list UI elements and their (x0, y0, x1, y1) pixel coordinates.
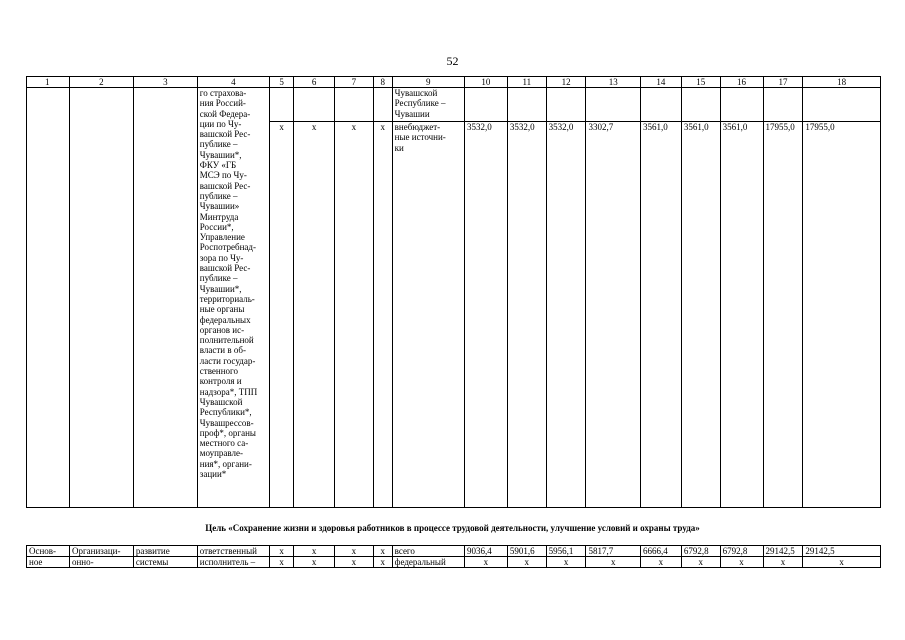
text-line: ственного (199, 366, 238, 377)
cell-mark: x (335, 122, 374, 508)
text-line: ской Федера- (199, 108, 251, 119)
text-line: Чувашии*, (199, 283, 242, 294)
col-number: 12 (546, 77, 586, 88)
text-line: вашской Рес- (199, 180, 251, 191)
col-number: 13 (586, 77, 640, 88)
cell-value: 29142,5 (763, 546, 803, 557)
cell-value: 3561,0 (720, 122, 763, 508)
text-line: Управление (199, 232, 245, 243)
table-row (27, 546, 881, 557)
text-line: полнительной (199, 335, 254, 346)
cell-col1: ное (27, 557, 70, 568)
cell-value: x (803, 557, 881, 568)
cell-col4: ответственный (197, 546, 269, 557)
text-line: публике – (199, 273, 238, 284)
cell-empty (681, 88, 720, 122)
text-line: внебюджет- (394, 122, 441, 132)
cell-value: 3561,0 (681, 122, 720, 508)
text-line: ции по Чу- (199, 118, 242, 129)
col-number: 17 (763, 77, 803, 88)
cell-value: x (507, 557, 546, 568)
text-line: го страхова- (199, 88, 247, 98)
text-line: ные органы (199, 304, 245, 315)
text-line: ные источни- (394, 132, 446, 143)
page-number: 52 (446, 54, 459, 68)
text-line: ласти государ- (199, 355, 256, 366)
main-table (26, 76, 881, 508)
cell-value: x (546, 557, 586, 568)
cell-col3 (133, 88, 197, 508)
cell-mark: x (270, 122, 294, 508)
col-number: 16 (720, 77, 763, 88)
text-line: Республике – (394, 98, 446, 109)
text-line: МСЭ по Чу- (199, 170, 247, 181)
text-line: федеральных (199, 314, 251, 325)
col-number: 6 (294, 77, 335, 88)
cell-mark: x (335, 557, 374, 568)
cell-value: 5956,1 (546, 546, 586, 557)
col-number: 18 (803, 77, 881, 88)
cell-value: 3561,0 (640, 122, 681, 508)
cell-value: 6792,8 (720, 546, 763, 557)
cell-value: x (763, 557, 803, 568)
cell-mark: x (373, 546, 392, 557)
cell-value: 6666,4 (640, 546, 681, 557)
cell-funding-source: всего (392, 546, 464, 557)
cell-value: 3532,0 (464, 122, 507, 508)
cell-mark: x (373, 122, 392, 508)
cell-mark: x (335, 546, 374, 557)
cell-responsible (197, 88, 269, 508)
cell-value: 17955,0 (803, 122, 881, 508)
text-line: зора по Чу- (199, 252, 244, 263)
cell-funding-source: федеральный (392, 557, 464, 568)
text-line: публике – (199, 139, 238, 150)
col-number: 2 (69, 77, 133, 88)
cell-empty (763, 88, 803, 122)
cell-empty (464, 88, 507, 122)
cell-col1: Основ- (27, 546, 70, 557)
text-line: территориаль- (199, 293, 255, 304)
text-line: Минтруда (199, 211, 239, 222)
col-number: 1 (27, 77, 70, 88)
text-line: ния*, органи- (199, 458, 252, 469)
table-row (27, 88, 881, 122)
text-line: моуправле- (199, 448, 244, 459)
cell-value: x (586, 557, 640, 568)
cell-empty (546, 88, 586, 122)
cell-value: 17955,0 (763, 122, 803, 508)
cell-value: x (464, 557, 507, 568)
cell-value: 3532,0 (546, 122, 586, 508)
text-line: вашской Рес- (199, 263, 251, 274)
text-line: Чувашской (394, 88, 438, 98)
text-line: зации* (199, 468, 227, 479)
cell-col3: развитие (133, 546, 197, 557)
cell-source-continued (392, 88, 464, 122)
text-line: Республики*, (199, 407, 252, 418)
text-line: Чувашии (394, 108, 430, 119)
text-line: Роспотребнад- (199, 242, 256, 253)
cell-col4: исполнитель – (197, 557, 269, 568)
cell-empty (373, 88, 392, 122)
text-line: органов ис- (199, 324, 245, 335)
cell-empty (294, 88, 335, 122)
cell-mark: x (294, 122, 335, 508)
table-row (27, 557, 881, 568)
cell-col2: онно- (69, 557, 133, 568)
cell-mark: x (294, 557, 335, 568)
text-line: России*, (199, 221, 234, 232)
text-line: вашской Рес- (199, 129, 251, 140)
cell-value: 9036,4 (464, 546, 507, 557)
cell-value: 5901,6 (507, 546, 546, 557)
cell-mark: x (270, 557, 294, 568)
cell-value: 3302,7 (586, 122, 640, 508)
cell-col2 (69, 88, 133, 508)
text-line: проф*, органы (199, 427, 256, 438)
text-line: публике – (199, 190, 238, 201)
col-number: 5 (270, 77, 294, 88)
cell-empty (720, 88, 763, 122)
text-line: контроля и (199, 376, 242, 387)
cell-value: 3532,0 (507, 122, 546, 508)
cell-mark: x (294, 546, 335, 557)
col-number: 4 (197, 77, 269, 88)
cell-col2: Организаци- (69, 546, 133, 557)
cell-value: 29142,5 (803, 546, 881, 557)
goal-table (26, 545, 881, 568)
col-number: 15 (681, 77, 720, 88)
cell-empty (640, 88, 681, 122)
goal-heading: Цель «Сохранение жизни и здоровья работников в процессе трудовой деятельности, улучшение условий и охраны труда» (205, 523, 700, 533)
cell-empty (270, 88, 294, 122)
cell-value: 5817,7 (586, 546, 640, 557)
text-line: Чувашской (199, 396, 243, 407)
cell-value: x (720, 557, 763, 568)
cell-empty (335, 88, 374, 122)
text-line: ния Россий- (199, 98, 246, 109)
text-line: местного са- (199, 438, 249, 449)
text-line: Чувашии» (199, 201, 240, 212)
text-line: Чувашии*, (199, 149, 242, 160)
cell-mark: x (270, 546, 294, 557)
cell-empty (803, 88, 881, 122)
column-numbers-row (27, 77, 881, 88)
text-line: ФКУ «ГБ (199, 160, 237, 171)
cell-value: x (640, 557, 681, 568)
cell-col1 (27, 88, 70, 508)
cell-value: x (681, 557, 720, 568)
cell-col3: системы (133, 557, 197, 568)
col-number: 8 (373, 77, 392, 88)
cell-funding-source (392, 122, 464, 508)
col-number: 9 (392, 77, 464, 88)
cell-empty (507, 88, 546, 122)
col-number: 10 (464, 77, 507, 88)
col-number: 11 (507, 77, 546, 88)
cell-value: 6792,8 (681, 546, 720, 557)
text-line: Чувашрессов- (199, 417, 254, 428)
text-line: надзора*, ТПП (199, 386, 258, 397)
cell-mark: x (373, 557, 392, 568)
cell-empty (586, 88, 640, 122)
text-line: ки (394, 142, 404, 153)
col-number: 3 (133, 77, 197, 88)
col-number: 7 (335, 77, 374, 88)
col-number: 14 (640, 77, 681, 88)
text-line: власти в об- (199, 345, 246, 356)
